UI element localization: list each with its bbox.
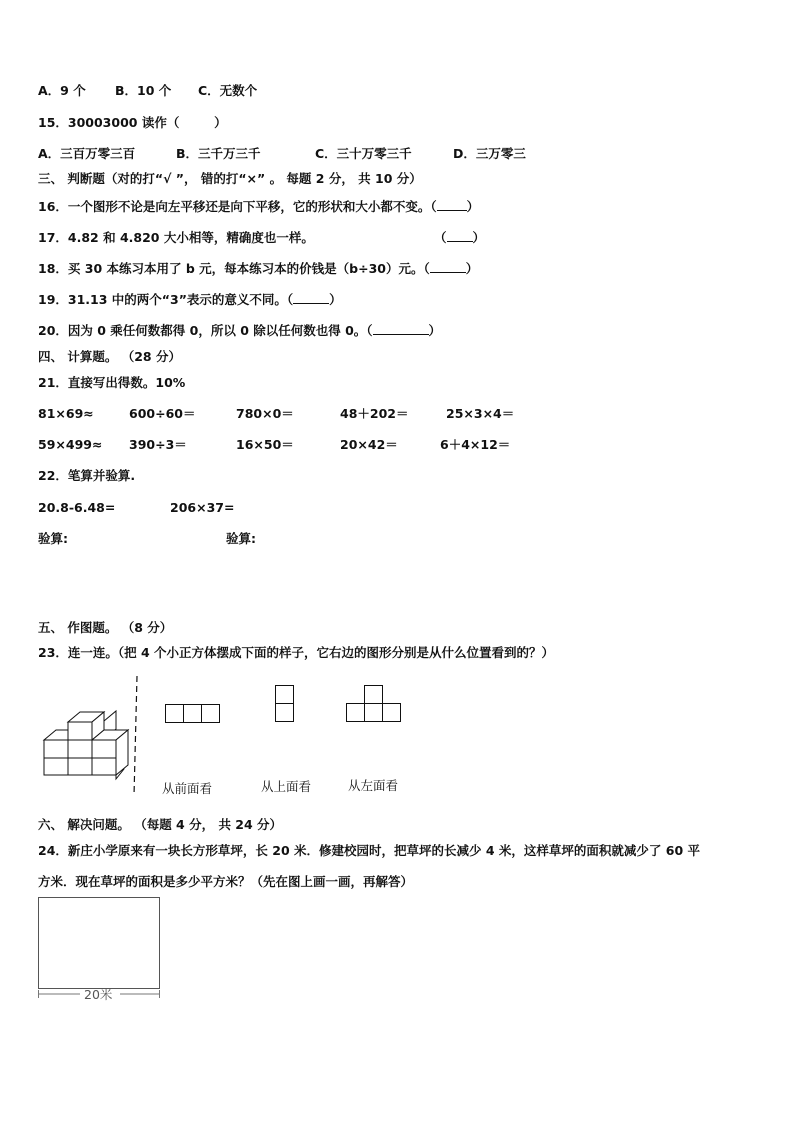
dashed-divider <box>132 676 142 796</box>
q21-row2-item3: 16×50＝ <box>236 437 294 452</box>
q24-line-1: 24．新庄小学原来有一块长方形草坪，长 20 米．修建校园时，把草坪的长减少 4 米，这样草坪的面积就减少了 60 平 <box>38 843 700 858</box>
section3-heading: 三、 判断题（对的打“√ ”， 错的打“×” 。 每题 2 分， 共 10 分） <box>38 171 422 186</box>
q21-row2-item4: 20×42＝ <box>340 437 398 452</box>
q20-text: 20．因为 0 乘任何数都得 0，所以 0 除以任何数也得 0。（ <box>38 323 373 338</box>
q18-line <box>38 261 478 277</box>
q22-expression-1: 20.8-6.48= <box>38 500 116 515</box>
q19-answer-blank[interactable] <box>293 292 329 304</box>
q21-row1-item5: 25×3×4＝ <box>446 406 515 421</box>
q14-option-b: B．10 个 <box>115 83 172 98</box>
q21-row1-item3: 780×0＝ <box>236 406 294 421</box>
q18-close: ） <box>465 261 479 276</box>
q21-row1-item2: 600÷60＝ <box>129 406 196 421</box>
q15-option-d: D．三万零三 <box>453 146 526 161</box>
q22-check-label-2: 验算: <box>226 531 256 546</box>
q16-close: ） <box>466 199 480 214</box>
q15-option-c: C．三十万零三千 <box>315 146 412 161</box>
q19-close: ） <box>329 292 342 307</box>
q21-row1-item1: 81×69≈ <box>38 406 94 421</box>
q19-line <box>38 292 342 308</box>
q24-line-2: 方米．现在草坪的面积是多少平方米？（先在图上画一画，再解答） <box>38 874 414 889</box>
q17-open: （ <box>434 230 447 245</box>
view-label-left: 从左面看 <box>348 778 399 793</box>
q23-stem: 23．连一连。（把 4 个小正方体摆成下面的样子，它右边的图形分别是从什么位置看到的？） <box>38 645 555 660</box>
q20-answer-blank[interactable] <box>373 323 429 335</box>
q17-answer-blank[interactable] <box>447 230 473 242</box>
q16-text: 16．一个图形不论是向左平移还是向下平移，它的形状和大小都不变。（ <box>38 199 437 214</box>
section6-heading: 六、 解决问题。 （每题 4 分， 共 24 分） <box>38 817 283 832</box>
q15-option-b: B．三千万三千 <box>176 146 261 161</box>
q22-expression-2: 206×37= <box>170 500 235 515</box>
q21-row2-item5: 6＋4×12＝ <box>440 437 511 452</box>
q22-check-label-1: 验算: <box>38 531 68 546</box>
front-view-figure <box>165 704 223 724</box>
q16-answer-blank[interactable] <box>437 199 467 211</box>
section4-heading: 四、 计算题。 （28 分） <box>38 349 181 364</box>
q19-text: 19．31.13 中的两个“3”表示的意义不同。（ <box>38 292 294 307</box>
q21-stem: 21．直接写出得数。10% <box>38 375 186 390</box>
q20-line <box>38 323 441 339</box>
q18-text: 18．买 30 本练习本用了 b 元，每本练习本的价钱是（b÷30）元。（ <box>38 261 430 276</box>
lawn-length-label: 20米 <box>84 987 113 1002</box>
q14-option-a: A．9 个 <box>38 83 86 98</box>
left-view-figure <box>346 685 404 723</box>
top-view-figure <box>275 685 295 723</box>
q18-answer-blank[interactable] <box>430 261 466 273</box>
cube-stack-figure <box>44 695 124 785</box>
q22-stem: 22．笔算并验算. <box>38 468 136 483</box>
q21-row1-item4: 48＋202＝ <box>340 406 409 421</box>
q17-bracket <box>434 230 485 246</box>
q15-stem: 15．30003000 读作（ ） <box>38 115 227 130</box>
q21-row2-item1: 59×499≈ <box>38 437 103 452</box>
section5-heading: 五、 作图题。 （8 分） <box>38 620 173 635</box>
q16-line <box>38 199 479 215</box>
q21-row2-item2: 390÷3＝ <box>129 437 187 452</box>
q17-close: ） <box>472 230 486 245</box>
view-label-top: 从上面看 <box>261 779 312 794</box>
q14-option-c: C．无数个 <box>198 83 258 98</box>
q20-close: ） <box>428 323 442 338</box>
view-label-front: 从前面看 <box>162 781 213 796</box>
q17-text: 17．4.82 和 4.820 大小相等，精确度也一样。 <box>38 230 314 245</box>
q15-option-a: A．三百万零三百 <box>38 146 136 161</box>
